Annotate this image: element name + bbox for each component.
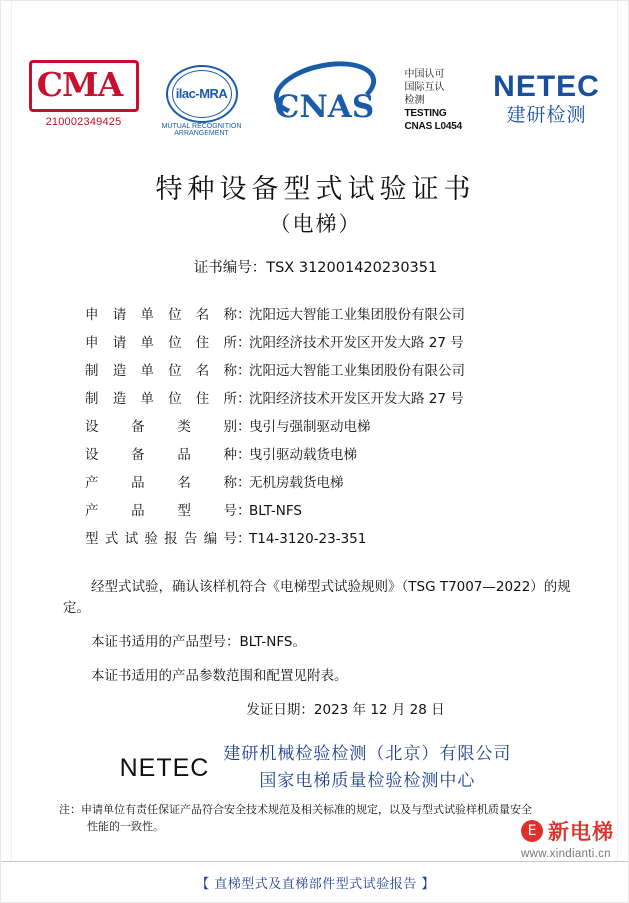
field-separator: ： <box>237 391 251 407</box>
footnote-line-2: 性能的一致性。 <box>87 820 164 833</box>
organization-line-2: 国家电梯质量检验检测中心 <box>259 771 476 791</box>
footnote-body: 申请单位有责任保证产品符合安全技术规范及相关标准的规定，以及与型式试验样机质量安全 <box>81 803 532 816</box>
ilac-sublabel: MUTUAL RECOGNITION ARRANGEMENT <box>161 123 242 137</box>
field-row-equipment-category <box>85 415 555 443</box>
page-title: 特种设备型式试验证书 <box>155 174 476 205</box>
field-value: 沈阳经济技术开发区开发大路 27 号 <box>249 391 464 407</box>
cma-logo <box>25 60 143 138</box>
organization-names <box>223 741 511 795</box>
cnas-cn-line2: 国际互认 <box>404 81 445 93</box>
footnote-line-1 <box>59 801 579 818</box>
field-label: 申请单位名称 <box>85 307 237 323</box>
field-label: 制造单位名称 <box>85 363 237 379</box>
field-row-applicant-address <box>85 331 555 359</box>
xindianti-logo-icon: E <box>521 820 543 842</box>
field-row-product-name <box>85 471 555 499</box>
page-subtitle: （电梯） <box>269 212 362 236</box>
issuing-organization <box>1 741 629 795</box>
field-separator: ： <box>237 307 251 323</box>
site-watermark <box>521 816 614 860</box>
footnote <box>59 801 579 835</box>
logo-band <box>1 53 629 145</box>
field-row-manufacturer-address <box>85 387 555 415</box>
cnas-accreditation-text <box>405 68 471 133</box>
field-label: 设备类别 <box>85 419 237 435</box>
watermark-text: 新电梯 <box>548 820 614 844</box>
certificate-number-label: 证书编号： <box>193 260 267 276</box>
cma-number: 210002349425 <box>45 116 122 128</box>
field-label: 型式试验报告编号 <box>85 531 237 547</box>
field-row-test-report-number <box>85 527 555 555</box>
field-value: 沈阳经济技术开发区开发大路 27 号 <box>249 335 464 351</box>
netec-seal-mark: NETEC <box>119 753 210 782</box>
field-value: BLT-NFS <box>249 503 302 519</box>
field-separator: ： <box>237 475 251 491</box>
netec-logo <box>487 71 607 127</box>
footer-bar <box>1 861 629 902</box>
field-value: 曳引与强制驱动电梯 <box>249 419 371 435</box>
field-value: 无机房载货电梯 <box>249 475 344 491</box>
field-separator: ： <box>237 335 251 351</box>
ilac-mra-logo <box>159 63 245 135</box>
field-row-product-model <box>85 499 555 527</box>
cma-label: CMA <box>36 65 123 104</box>
field-separator: ： <box>237 531 251 547</box>
statement-paragraph-attachment: 本证书适用的产品参数范围和配置见附表。 <box>91 668 348 684</box>
field-value: T14-3120-23-351 <box>249 531 367 547</box>
field-separator: ： <box>237 363 251 379</box>
field-value: 沈阳远大智能工业集团股份有限公司 <box>249 307 465 323</box>
field-value: 沈阳远大智能工业集团股份有限公司 <box>249 363 465 379</box>
statement-line-2: 的规定。 <box>63 579 571 616</box>
statement-paragraph-compliance <box>63 577 573 619</box>
netec-sublabel: 建研检测 <box>506 104 587 126</box>
footer-text: 【 直梯型式及直梯部件型式试验报告 】 <box>196 876 435 892</box>
organization-line-1: 建研机械检验检测（北京）有限公司 <box>223 744 512 764</box>
statement-line-1: 经型式试验，确认该样机符合《电梯型式试验规则》（TSG T7007—2022） <box>91 579 544 595</box>
statement-block <box>63 577 573 700</box>
certificate-number <box>1 256 629 277</box>
watermark-url: www.xindianti.cn <box>521 848 611 860</box>
statement-paragraph-model: 本证书适用的产品型号：BLT-NFS。 <box>91 634 306 650</box>
field-label: 申请单位住所 <box>85 335 237 351</box>
field-row-equipment-type <box>85 443 555 471</box>
field-list <box>85 303 555 555</box>
netec-label: NETEC <box>493 70 600 103</box>
field-separator: ： <box>237 503 251 519</box>
field-label: 制造单位住所 <box>85 391 237 407</box>
cnas-code: CNAS L0454 <box>404 120 462 132</box>
watermark-brand <box>521 816 614 846</box>
issue-date: 发证日期：2023 年 12 月 28 日 <box>246 702 445 718</box>
cnas-cn-line3: 检测 <box>404 94 425 106</box>
field-row-applicant-name <box>85 303 555 331</box>
field-label: 产品名称 <box>85 475 237 491</box>
field-label: 设备品种 <box>85 447 237 463</box>
field-value: 曳引驱动载货电梯 <box>249 447 357 463</box>
cnas-cn-line1: 中国认可 <box>404 68 445 80</box>
field-row-manufacturer-name <box>85 359 555 387</box>
ilac-label: ilac-MRA <box>175 86 228 101</box>
cnas-en-line: TESTING <box>404 107 447 119</box>
field-label: 产品型号 <box>85 503 237 519</box>
field-separator: ： <box>237 419 251 435</box>
cnas-logo <box>261 61 389 137</box>
cnas-label: CNAS <box>274 89 375 125</box>
field-separator: ： <box>237 447 251 463</box>
certificate-number-value: TSX 312001420230351 <box>266 260 438 276</box>
footnote-label: 注： <box>59 803 81 816</box>
